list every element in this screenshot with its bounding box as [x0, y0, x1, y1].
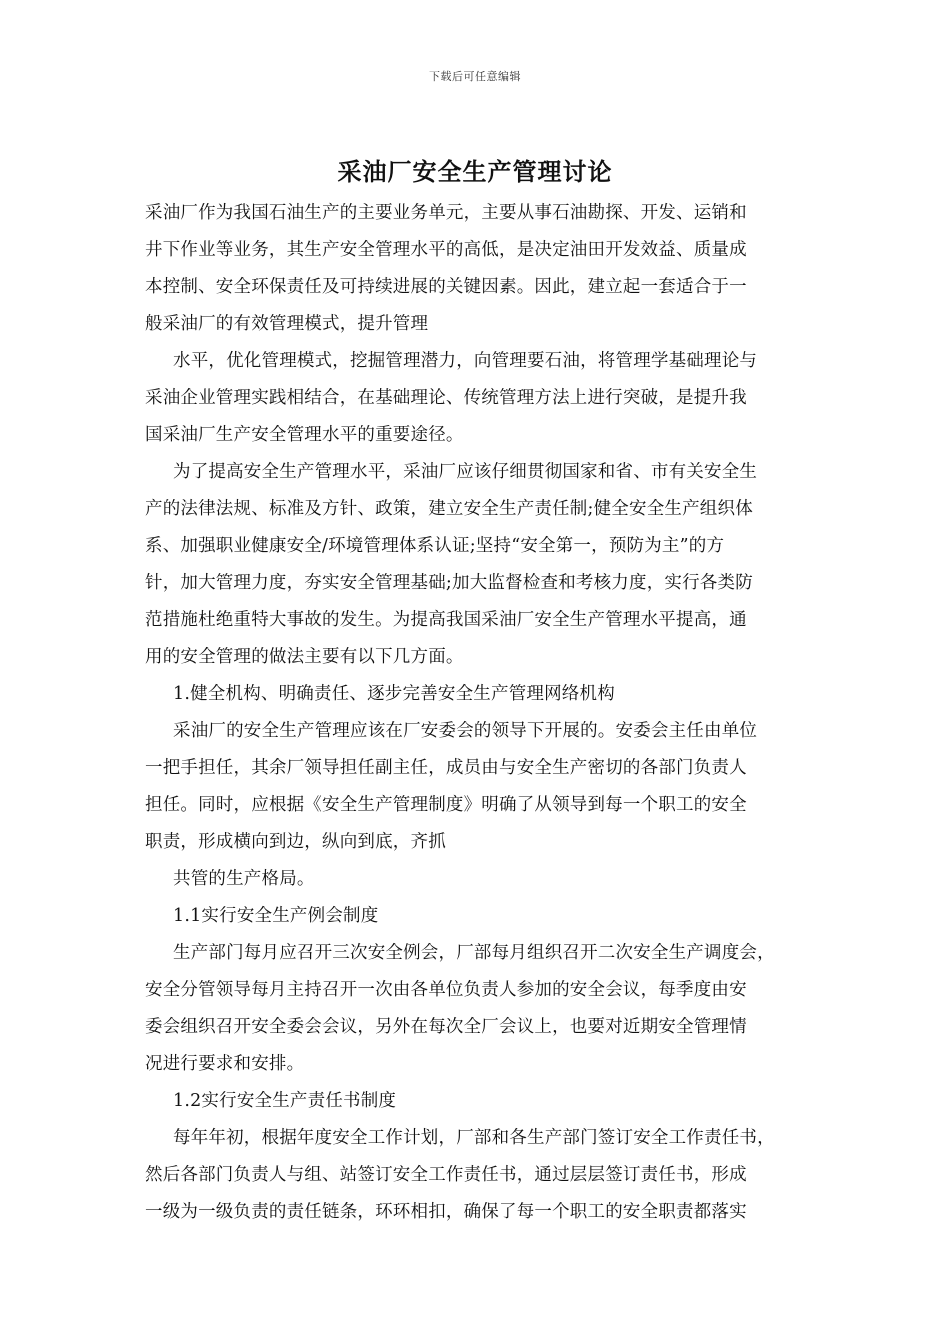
text-line: 范措施杜绝重特大事故的发生。为提高我国采油厂安全生产管理水平提高，通	[145, 610, 747, 630]
text-line: 产的法律法规、标准及方针、政策，建立安全生产责任制;健全安全生产组织体	[145, 499, 753, 519]
text-line: 系、加强职业健康安全/环境管理体系认证;坚持“安全第一，预防为主”的方	[145, 536, 725, 556]
text-line: 每年年初，根据年度安全工作计划，厂部和各生产部门签订安全工作责任书，	[173, 1128, 775, 1148]
text-line: 水平，优化管理模式，挖掘管理潜力，向管理要石油，将管理学基础理论与	[173, 351, 758, 371]
text-line: 国采油厂生产安全管理水平的重要途径。	[145, 425, 464, 445]
text-line: 般采油厂的有效管理模式，提升管理	[145, 314, 429, 334]
text-line: 用的安全管理的做法主要有以下几方面。	[145, 647, 464, 667]
text-line: 针，加大管理力度，夯实安全管理基础;加大监督检查和考核力度，实行各类防	[145, 573, 753, 593]
document-title: 采油厂安全生产管理讨论	[337, 157, 613, 186]
text-line: 一把手担任，其余厂领导担任副主任，成员由与安全生产密切的各部门负责人	[145, 758, 747, 778]
text-line: 采油厂作为我国石油生产的主要业务单元，主要从事石油勘探、开发、运销和	[145, 203, 747, 223]
text-line: 然后各部门负责人与组、站签订安全工作责任书，通过层层签订责任书，形成	[145, 1165, 747, 1185]
text-line: 1.1实行安全生产例会制度	[173, 906, 379, 926]
text-line: 委会组织召开安全委会会议，另外在每次全厂会议上，也要对近期安全管理情	[145, 1017, 747, 1037]
text-line: 生产部门每月应召开三次安全例会，厂部每月组织召开二次安全生产调度会，	[173, 943, 775, 963]
header-note: 下载后可任意编辑	[429, 70, 521, 83]
text-line: 采油企业管理实践相结合，在基础理论、传统管理方法上进行突破，是提升我	[145, 388, 747, 408]
text-line: 1.2实行安全生产责任书制度	[173, 1091, 397, 1111]
text-line: 井下作业等业务，其生产安全管理水平的高低，是决定油田开发效益、质量成	[145, 240, 747, 260]
text-line: 本控制、安全环保责任及可持续进展的关键因素。因此，建立起一套适合于一	[145, 277, 747, 297]
text-line: 共管的生产格局。	[173, 869, 315, 889]
text-line: 安全分管领导每月主持召开一次由各单位负责人参加的安全会议，每季度由安	[145, 980, 747, 1000]
text-line: 为了提高安全生产管理水平，采油厂应该仔细贯彻国家和省、市有关安全生	[173, 462, 758, 482]
text-line: 1.健全机构、明确责任、逐步完善安全生产管理网络机构	[173, 684, 615, 704]
text-line: 一级为一级负责的责任链条，环环相扣，确保了每一个职工的安全职责都落实	[145, 1202, 747, 1222]
text-line: 担任。同时，应根据《安全生产管理制度》明确了从领导到每一个职工的安全	[145, 795, 747, 815]
document-body	[145, 197, 813, 1233]
text-line: 况进行要求和安排。	[145, 1054, 305, 1074]
text-line: 职责，形成横向到边，纵向到底，齐抓	[145, 832, 446, 852]
text-line: 采油厂的安全生产管理应该在厂安委会的领导下开展的。安委会主任由单位	[173, 721, 758, 741]
